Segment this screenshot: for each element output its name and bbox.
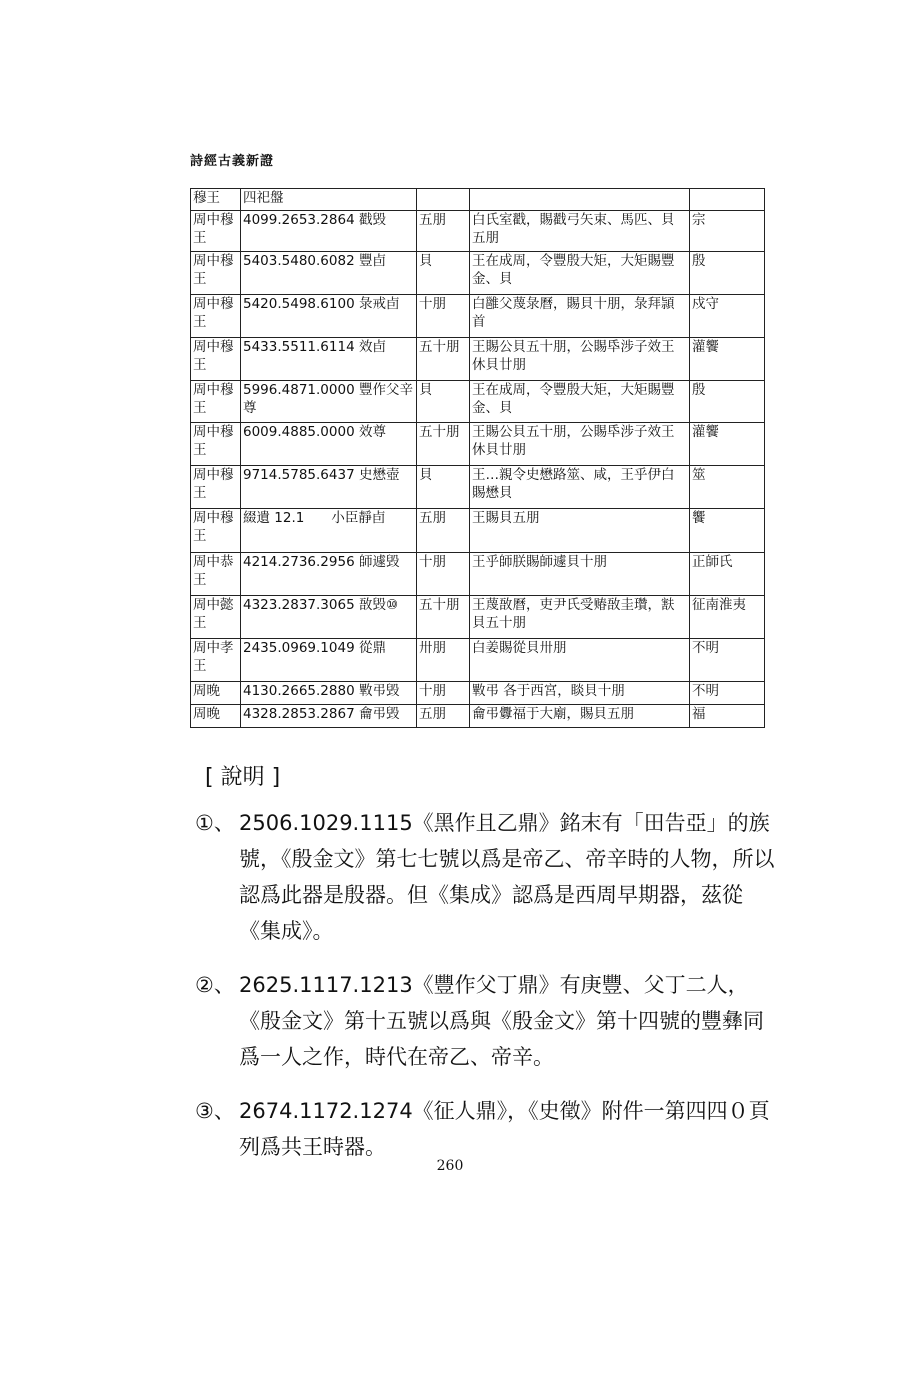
cell-item: 5433.5511.6114 效卣 bbox=[241, 338, 417, 381]
cell-amount: 五十朋 bbox=[417, 596, 470, 639]
notes-list bbox=[195, 805, 775, 1183]
cell-amount: 貝 bbox=[417, 381, 470, 423]
cell-item: 4328.2853.2867 龠弔毁 bbox=[241, 705, 417, 728]
cell-inscription: 王賜公貝五十朋，公賜氒涉子效王休貝廿朋 bbox=[470, 423, 690, 466]
cell-clan: 福 bbox=[690, 705, 765, 728]
cell-item: 6009.4885.0000 效尊 bbox=[241, 423, 417, 466]
cell-amount: 五朋 bbox=[417, 509, 470, 553]
cell-clan: 宗 bbox=[690, 211, 765, 252]
cell-clan: 饗 bbox=[690, 509, 765, 553]
cell-item: 4214.2736.2956 師遽毁 bbox=[241, 553, 417, 596]
cell-clan bbox=[690, 189, 765, 211]
cell-item: 綴遺 12.1 小臣靜卣 bbox=[241, 509, 417, 553]
cell-inscription: 白雝父蔑彔曆，賜貝十朋，彔拜頴首 bbox=[470, 295, 690, 338]
table-row bbox=[191, 596, 765, 639]
section-title: [ 說明 ] bbox=[205, 765, 281, 790]
cell-inscription: 王乎師朕賜師遽貝十朋 bbox=[470, 553, 690, 596]
cell-inscription bbox=[470, 189, 690, 211]
cell-clan: 不明 bbox=[690, 639, 765, 682]
cell-inscription: 㪤弔 各于西宮，睒貝十朋 bbox=[470, 682, 690, 705]
cell-period: 周中穆王 bbox=[191, 338, 241, 381]
table-row bbox=[191, 381, 765, 423]
cell-period: 周中穆王 bbox=[191, 295, 241, 338]
running-header: 詩經古義新證 bbox=[190, 154, 275, 169]
cell-amount: 十朋 bbox=[417, 295, 470, 338]
bronze-table bbox=[190, 188, 765, 728]
cell-item: 9714.5785.6437 史懋壺 bbox=[241, 466, 417, 509]
cell-amount: 貝 bbox=[417, 466, 470, 509]
cell-inscription: 王賜公貝五十朋，公賜氒涉子效王休貝廿朋 bbox=[470, 338, 690, 381]
cell-amount: 五朋 bbox=[417, 705, 470, 728]
cell-clan: 正師氏 bbox=[690, 553, 765, 596]
cell-amount: 五朋 bbox=[417, 211, 470, 252]
cell-inscription: 王蔑敔曆，吏尹氏受䞐敔圭瓚，㝬貝五十朋 bbox=[470, 596, 690, 639]
table-row bbox=[191, 509, 765, 553]
cell-amount bbox=[417, 189, 470, 211]
note-item bbox=[195, 805, 775, 949]
cell-clan: 灌饗 bbox=[690, 423, 765, 466]
cell-period: 周中穆王 bbox=[191, 252, 241, 295]
cell-amount: 十朋 bbox=[417, 682, 470, 705]
note-marker: ①、 bbox=[195, 811, 235, 835]
cell-clan: 筮 bbox=[690, 466, 765, 509]
cell-period: 穆王 bbox=[191, 189, 241, 211]
table-row bbox=[191, 295, 765, 338]
cell-clan: 灌饗 bbox=[690, 338, 765, 381]
cell-period: 周中穆王 bbox=[191, 381, 241, 423]
cell-clan: 征南淮夷 bbox=[690, 596, 765, 639]
cell-item: 5996.4871.0000 豐作父辛尊 bbox=[241, 381, 417, 423]
cell-amount: 十朋 bbox=[417, 553, 470, 596]
table-row bbox=[191, 553, 765, 596]
cell-inscription: 龠弔釁福于大廟，賜貝五朋 bbox=[470, 705, 690, 728]
cell-clan: 戍守 bbox=[690, 295, 765, 338]
cell-period: 周中懿王 bbox=[191, 596, 241, 639]
table-row bbox=[191, 189, 765, 211]
cell-inscription: 白姜賜從貝卅朋 bbox=[470, 639, 690, 682]
table-row bbox=[191, 211, 765, 252]
cell-clan: 殷 bbox=[690, 252, 765, 295]
cell-period: 周中穆王 bbox=[191, 509, 241, 553]
cell-period: 周中孝王 bbox=[191, 639, 241, 682]
note-text: 2625.1117.1213《豐作父丁鼎》有庚豐、父丁二人，《殷金文》第十五號以爲與《殷金文》第十四號的豐彝同爲一人之作，時代在帝乙、帝辛。 bbox=[239, 973, 764, 1069]
cell-period: 周中恭王 bbox=[191, 553, 241, 596]
cell-inscription: 王…親令史懋路筮、咸，王乎伊白賜懋貝 bbox=[470, 466, 690, 509]
note-text: 2674.1172.1274《征人鼎》，《史徵》附件一第四四０頁列爲共王時器。 bbox=[239, 1099, 770, 1159]
note-item bbox=[195, 967, 775, 1075]
cell-item: 4130.2665.2880 㪤弔毁 bbox=[241, 682, 417, 705]
cell-amount: 五十朋 bbox=[417, 338, 470, 381]
table-row bbox=[191, 423, 765, 466]
cell-item: 4099.2653.2864 戳毁 bbox=[241, 211, 417, 252]
cell-amount: 卅朋 bbox=[417, 639, 470, 682]
cell-period: 周中穆王 bbox=[191, 466, 241, 509]
cell-clan: 不明 bbox=[690, 682, 765, 705]
cell-item: 4323.2837.3065 敔毁⑩ bbox=[241, 596, 417, 639]
cell-period: 周中穆王 bbox=[191, 211, 241, 252]
cell-amount: 五十朋 bbox=[417, 423, 470, 466]
note-marker: ③、 bbox=[195, 1099, 235, 1123]
cell-item: 2435.0969.1049 從鼎 bbox=[241, 639, 417, 682]
cell-period: 周晚 bbox=[191, 682, 241, 705]
cell-item: 四祀盤 bbox=[241, 189, 417, 211]
cell-clan: 殷 bbox=[690, 381, 765, 423]
table-row bbox=[191, 252, 765, 295]
cell-inscription: 王在成周，令豐殷大矩，大矩賜豐金、貝 bbox=[470, 381, 690, 423]
cell-amount: 貝 bbox=[417, 252, 470, 295]
table-row bbox=[191, 338, 765, 381]
cell-item: 5420.5498.6100 彔戒卣 bbox=[241, 295, 417, 338]
table-row bbox=[191, 705, 765, 728]
note-text: 2506.1029.1115《黑作且乙鼎》銘末有「田告亞」的族號，《殷金文》第七七號以爲是帝乙、帝辛時的人物，所以認爲此器是殷器。但《集成》認爲是西周早期器，茲從《集成》。 bbox=[239, 811, 775, 943]
note-marker: ②、 bbox=[195, 973, 235, 997]
page-number: 260 bbox=[436, 1158, 464, 1174]
cell-inscription: 王在成周，令豐殷大矩，大矩賜豐金、貝 bbox=[470, 252, 690, 295]
table-row bbox=[191, 466, 765, 509]
cell-period: 周晚 bbox=[191, 705, 241, 728]
table-row bbox=[191, 682, 765, 705]
note-item bbox=[195, 1093, 775, 1165]
cell-period: 周中穆王 bbox=[191, 423, 241, 466]
cell-item: 5403.5480.6082 豐卣 bbox=[241, 252, 417, 295]
cell-inscription: 王賜貝五朋 bbox=[470, 509, 690, 553]
cell-inscription: 白氏室戳，賜戳弓矢束、馬匹、貝五朋 bbox=[470, 211, 690, 252]
table-row bbox=[191, 639, 765, 682]
